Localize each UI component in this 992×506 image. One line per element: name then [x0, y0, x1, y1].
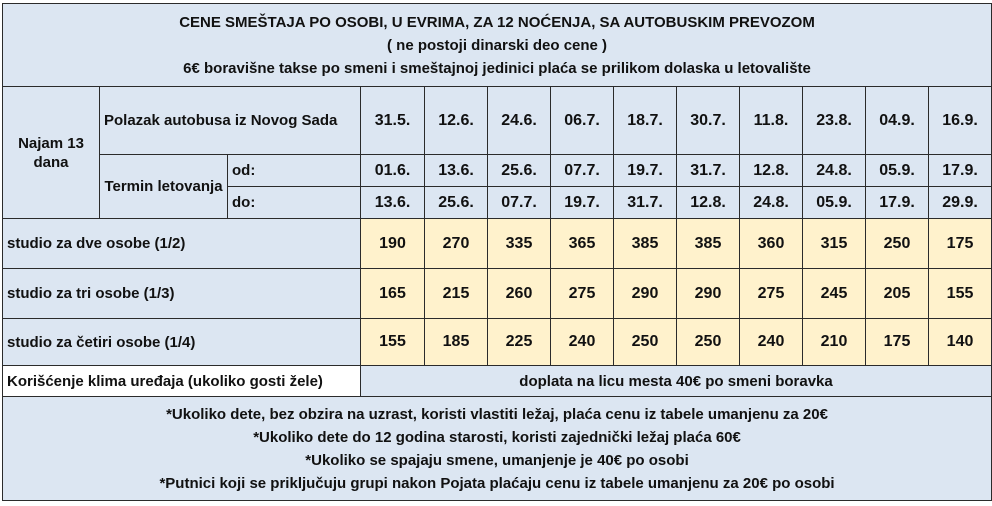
ac-value: doplata na licu mesta 40€ po smeni boravka: [361, 366, 992, 397]
from-date: 05.9.: [866, 155, 929, 187]
term-from-row: [3, 155, 992, 187]
price-cell: 225: [488, 319, 551, 366]
price-cell: 190: [361, 219, 425, 269]
to-date: 05.9.: [803, 187, 866, 219]
from-date: 07.7.: [551, 155, 614, 187]
term-label: Termin letovanja: [100, 155, 228, 219]
page-title: CENE SMEŠTAJA PO OSOBI, U EVRIMA, ZA 12 NOĆENJA, SA AUTOBUSKIM PREVOZOM: [179, 13, 815, 31]
price-cell: 245: [803, 269, 866, 319]
price-cell: 175: [866, 319, 929, 366]
to-date: 12.8.: [677, 187, 740, 219]
price-cell: 360: [740, 219, 803, 269]
room-type-label: studio za dve osobe (1/2): [3, 219, 361, 269]
departure-date: 23.8.: [803, 87, 866, 155]
price-row: [3, 319, 992, 366]
room-type-label: studio za četiri osobe (1/4): [3, 319, 361, 366]
departure-date: 30.7.: [677, 87, 740, 155]
from-date: 17.9.: [929, 155, 992, 187]
price-cell: 250: [677, 319, 740, 366]
rental-label: Najam 13 dana: [3, 87, 100, 219]
to-date: 29.9.: [929, 187, 992, 219]
to-date: 24.8.: [740, 187, 803, 219]
price-row: [3, 269, 992, 319]
price-table: [2, 3, 992, 501]
price-cell: 140: [929, 319, 992, 366]
price-cell: 275: [740, 269, 803, 319]
price-cell: 290: [677, 269, 740, 319]
price-cell: 290: [614, 269, 677, 319]
to-date: 19.7.: [551, 187, 614, 219]
price-cell: 215: [425, 269, 488, 319]
departure-date: 12.6.: [425, 87, 488, 155]
footnote: *Putnici koji se priključuju grupi nakon Pojata plaćaju cenu iz tabele umanjenu za 20€ po osobi: [159, 474, 835, 492]
footnote: *Ukoliko dete, bez obzira na uzrast, koristi vlastiti ležaj, plaća cenu iz tabele umanjenu za 20€: [166, 405, 828, 423]
price-cell: 210: [803, 319, 866, 366]
departure-date: 06.7.: [551, 87, 614, 155]
departure-date: 31.5.: [361, 87, 425, 155]
price-cell: 165: [361, 269, 425, 319]
footnote: *Ukoliko se spajaju smene, umanjenje je 40€ po osobi: [305, 451, 689, 469]
price-table-container: [2, 3, 988, 501]
header-row: [3, 4, 992, 87]
to-date: 25.6.: [425, 187, 488, 219]
price-cell: 365: [551, 219, 614, 269]
price-cell: 250: [614, 319, 677, 366]
departure-date: 16.9.: [929, 87, 992, 155]
price-cell: 185: [425, 319, 488, 366]
price-cell: 175: [929, 219, 992, 269]
to-date: 31.7.: [614, 187, 677, 219]
room-type-label: studio za tri osobe (1/3): [3, 269, 361, 319]
price-cell: 260: [488, 269, 551, 319]
departure-date: 04.9.: [866, 87, 929, 155]
from-date: 25.6.: [488, 155, 551, 187]
departure-date: 11.8.: [740, 87, 803, 155]
price-cell: 240: [551, 319, 614, 366]
price-row: [3, 219, 992, 269]
price-cell: 155: [361, 319, 425, 366]
departure-date: 24.6.: [488, 87, 551, 155]
tax-note: 6€ boravišne takse po smeni i smeštajnoj jedinici plaća se prilikom dolaska u letovalište: [183, 59, 811, 77]
price-cell: 270: [425, 219, 488, 269]
departure-label: Polazak autobusa iz Novog Sada: [100, 87, 361, 155]
footnotes: [3, 397, 992, 501]
departure-date: 18.7.: [614, 87, 677, 155]
to-date: 07.7.: [488, 187, 551, 219]
to-date: 17.9.: [866, 187, 929, 219]
from-date: 19.7.: [614, 155, 677, 187]
price-cell: 385: [614, 219, 677, 269]
to-date: 13.6.: [361, 187, 425, 219]
from-date: 31.7.: [677, 155, 740, 187]
footnote: *Ukoliko dete do 12 godina starosti, koristi zajednički ležaj plaća 60€: [253, 428, 741, 446]
from-date: 01.6.: [361, 155, 425, 187]
price-cell: 205: [866, 269, 929, 319]
price-cell: 385: [677, 219, 740, 269]
from-date: 12.8.: [740, 155, 803, 187]
ac-label: Korišćenje klima uređaja (ukoliko gosti žele): [3, 366, 361, 397]
price-cell: 335: [488, 219, 551, 269]
from-date: 24.8.: [803, 155, 866, 187]
from-label: od:: [228, 155, 361, 187]
price-cell: 315: [803, 219, 866, 269]
departure-row: [3, 87, 992, 155]
ac-row: [3, 366, 992, 397]
price-cell: 250: [866, 219, 929, 269]
price-cell: 275: [551, 269, 614, 319]
to-label: do:: [228, 187, 361, 219]
price-cell: 155: [929, 269, 992, 319]
from-date: 13.6.: [425, 155, 488, 187]
footnotes-row: [3, 397, 992, 501]
table-header: [3, 4, 992, 87]
page-subtitle: ( ne postoji dinarski deo cene ): [387, 36, 608, 54]
price-cell: 240: [740, 319, 803, 366]
